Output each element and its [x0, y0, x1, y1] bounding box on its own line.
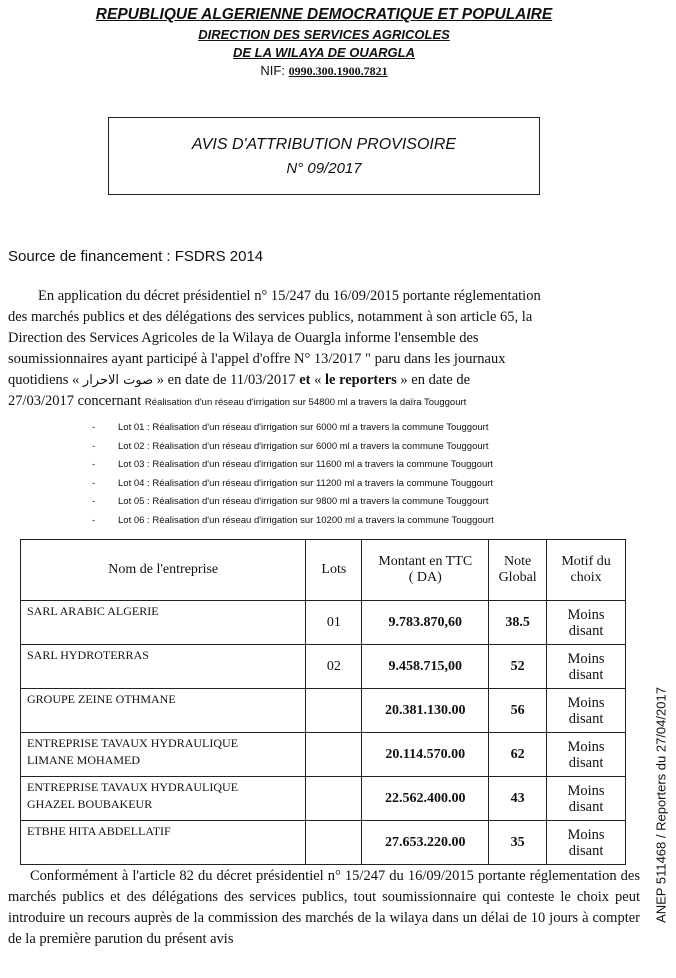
lot-number: 02	[306, 645, 362, 689]
table-row	[21, 601, 626, 645]
intro-line: Direction des Services Agricoles de la Wilaya de Ouargla informe l'ensemble des	[8, 330, 479, 346]
lot-number	[306, 821, 362, 865]
wilaya-heading: DE LA WILAYA DE OUARGLA	[233, 45, 415, 60]
company-name-line: ENTREPRISE TAVAUX HYDRAULIQUE	[27, 780, 239, 794]
motif	[547, 601, 626, 645]
note-global: 43	[489, 777, 547, 821]
company-name-line: ETBHE HITA ABDELLATIF	[27, 824, 171, 838]
header-text: choix	[570, 570, 602, 585]
notice-title-box	[108, 117, 540, 195]
lot-text: Lot 06 : Réalisation d'un réseau d'irrigation sur 10200 ml a travers la commune Touggourt	[118, 514, 494, 526]
intro-text: » en date de 11/03/2017	[153, 372, 300, 388]
company-name-line: LIMANE MOHAMED	[27, 753, 140, 767]
header-text: ( DA)	[408, 570, 442, 585]
company-name-line: GROUPE ZEINE OTHMANE	[27, 692, 176, 706]
company-name	[21, 689, 306, 733]
motif-line: Moins	[567, 694, 605, 711]
notice-title: AVIS D'ATTRIBUTION PROVISOIRE	[191, 136, 457, 153]
company-name-line: SARL HYDROTERRAS	[27, 648, 149, 662]
motif-line: Moins	[567, 826, 605, 843]
header-text: Global	[498, 570, 537, 585]
motif-line: Moins	[567, 650, 605, 667]
reporters-newspaper-name: le reporters	[324, 372, 397, 388]
intro-text: » en date de	[396, 372, 471, 388]
lot-item: - Lot 04 : Réalisation d'un réseau d'irrigation sur 11200 ml a travers la commune Touggourt	[92, 477, 494, 489]
republic-heading: REPUBLIQUE ALGERIENNE DEMOCRATIQUE ET POPULAIRE	[95, 6, 553, 23]
arabic-newspaper-name: صوت الاحرار	[82, 373, 154, 388]
amount: 22.562.400.00	[362, 777, 489, 821]
company-name	[21, 645, 306, 689]
attribution-table	[20, 539, 626, 865]
header-text: Nom de l'entreprise	[108, 562, 219, 577]
amount: 9.458.715,00	[362, 645, 489, 689]
motif	[547, 689, 626, 733]
lot-text: Lot 04 : Réalisation d'un réseau d'irrigation sur 11200 ml a travers la commune Touggourt	[118, 477, 494, 489]
funding-source: Source de financement : FSDRS 2014	[8, 248, 264, 265]
motif-line: Moins	[567, 782, 605, 799]
note-global: 38.5	[489, 601, 547, 645]
motif-line: disant	[568, 754, 604, 771]
intro-line: soumissionnaires ayant participé à l'appel d'offre N° 13/2017 " paru dans les journaux	[8, 351, 506, 367]
table-row	[21, 645, 626, 689]
amount: 9.783.870,60	[362, 601, 489, 645]
motif-line: Moins	[567, 606, 605, 623]
closing-text: Conformément à l'article 82 du décret présidentiel n° 15/247 du 16/09/2015 portante réglementation des marchés publics et des délégations des services publics, tout soumissionnaire qui conteste le choix peut introduire un recours auprès de la commission des marchés de la wilaya dans un délai de 10 jours à compter de la première parution du présent avis	[8, 868, 640, 947]
amount: 27.653.220.00	[362, 821, 489, 865]
company-name-line: ENTREPRISE TAVAUX HYDRAULIQUE	[27, 736, 239, 750]
notice-number: N° 09/2017	[286, 160, 362, 177]
motif-line: disant	[568, 666, 604, 683]
motif-line: Moins	[567, 738, 605, 755]
lot-text: Lot 05 : Réalisation d'un réseau d'irrigation sur 9800 ml a travers la commune Touggourt	[118, 496, 489, 507]
company-name-line: SARL ARABIC ALGERIE	[27, 604, 159, 618]
motif-line: disant	[568, 710, 604, 727]
note-global: 62	[489, 733, 547, 777]
header-motif	[547, 540, 626, 601]
intro-line	[8, 370, 640, 391]
header-note	[489, 540, 547, 601]
company-name	[21, 777, 306, 821]
motif	[547, 733, 626, 777]
motif-line: disant	[568, 842, 604, 859]
table-row	[21, 821, 626, 865]
intro-text: et	[299, 372, 311, 388]
intro-text: «	[310, 372, 325, 388]
motif	[547, 777, 626, 821]
lot-text: Lot 03 : Réalisation d'un réseau d'irrigation sur 11600 ml a travers la commune Touggourt	[118, 459, 494, 470]
intro-paragraph	[8, 286, 640, 413]
intro-text: 27/03/2017 concernant	[8, 393, 145, 409]
motif-line: disant	[568, 798, 604, 815]
project-description: Réalisation d'un réseau d'irrigation sur 54800 ml a travers la daïra Touggourt	[144, 397, 467, 408]
nif-line	[0, 63, 648, 79]
header-text: Motif du	[561, 554, 611, 569]
nif-value: 0990.300.1900.7821	[288, 64, 388, 78]
publication-reference-text: ANEP 511468 / Reporters du 27/04/2017	[653, 687, 669, 923]
company-name	[21, 601, 306, 645]
table-row	[21, 733, 626, 777]
lot-number	[306, 777, 362, 821]
motif	[547, 821, 626, 865]
note-global: 56	[489, 689, 547, 733]
company-name	[21, 821, 306, 865]
nif-label: NIF:	[260, 63, 289, 78]
lot-item: - Lot 02 : Réalisation d'un réseau d'irrigation sur 6000 ml a travers la commune Touggourt	[92, 440, 489, 452]
lot-text: Lot 02 : Réalisation d'un réseau d'irrigation sur 6000 ml a travers la commune Touggourt	[118, 440, 489, 452]
header-amount	[362, 540, 489, 601]
intro-line: des marchés publics et des délégations des services publics, notamment à son article 65, la	[8, 309, 533, 325]
motif	[547, 645, 626, 689]
header-text: Note	[504, 554, 532, 569]
intro-text: quotidiens «	[8, 372, 83, 388]
table-row	[21, 777, 626, 821]
header-company-name	[21, 540, 306, 601]
header-lots	[306, 540, 362, 601]
lot-number	[306, 689, 362, 733]
publication-reference	[650, 640, 672, 970]
header-text: Montant en TTC	[378, 554, 473, 569]
closing-paragraph	[8, 866, 640, 950]
header-text: Lots	[321, 562, 347, 577]
motif-line: disant	[568, 622, 604, 639]
lot-number: 01	[306, 601, 362, 645]
lot-item: - Lot 05 : Réalisation d'un réseau d'irrigation sur 9800 ml a travers la commune Touggourt	[92, 496, 489, 507]
lot-item: - Lot 01 : Réalisation d'un réseau d'irrigation sur 6000 ml a travers la commune Touggourt	[92, 422, 489, 433]
table-row	[21, 689, 626, 733]
lot-number	[306, 733, 362, 777]
direction-heading: DIRECTION DES SERVICES AGRICOLES	[198, 27, 450, 42]
intro-line: En application du décret présidentiel n° 15/247 du 16/09/2015 portante réglementation	[38, 288, 541, 304]
lot-list	[92, 419, 494, 530]
note-global: 35	[489, 821, 547, 865]
lot-item: - Lot 03 : Réalisation d'un réseau d'irrigation sur 11600 ml a travers la commune Touggourt	[92, 459, 494, 470]
table-header-row	[21, 540, 626, 601]
lot-text: Lot 01 : Réalisation d'un réseau d'irrigation sur 6000 ml a travers la commune Touggourt	[118, 422, 489, 433]
intro-line	[8, 391, 640, 413]
lot-item: - Lot 06 : Réalisation d'un réseau d'irrigation sur 10200 ml a travers la commune Touggourt	[92, 514, 494, 526]
company-name	[21, 733, 306, 777]
note-global: 52	[489, 645, 547, 689]
amount: 20.114.570.00	[362, 733, 489, 777]
company-name-line: GHAZEL BOUBAKEUR	[27, 797, 153, 811]
amount: 20.381.130.00	[362, 689, 489, 733]
